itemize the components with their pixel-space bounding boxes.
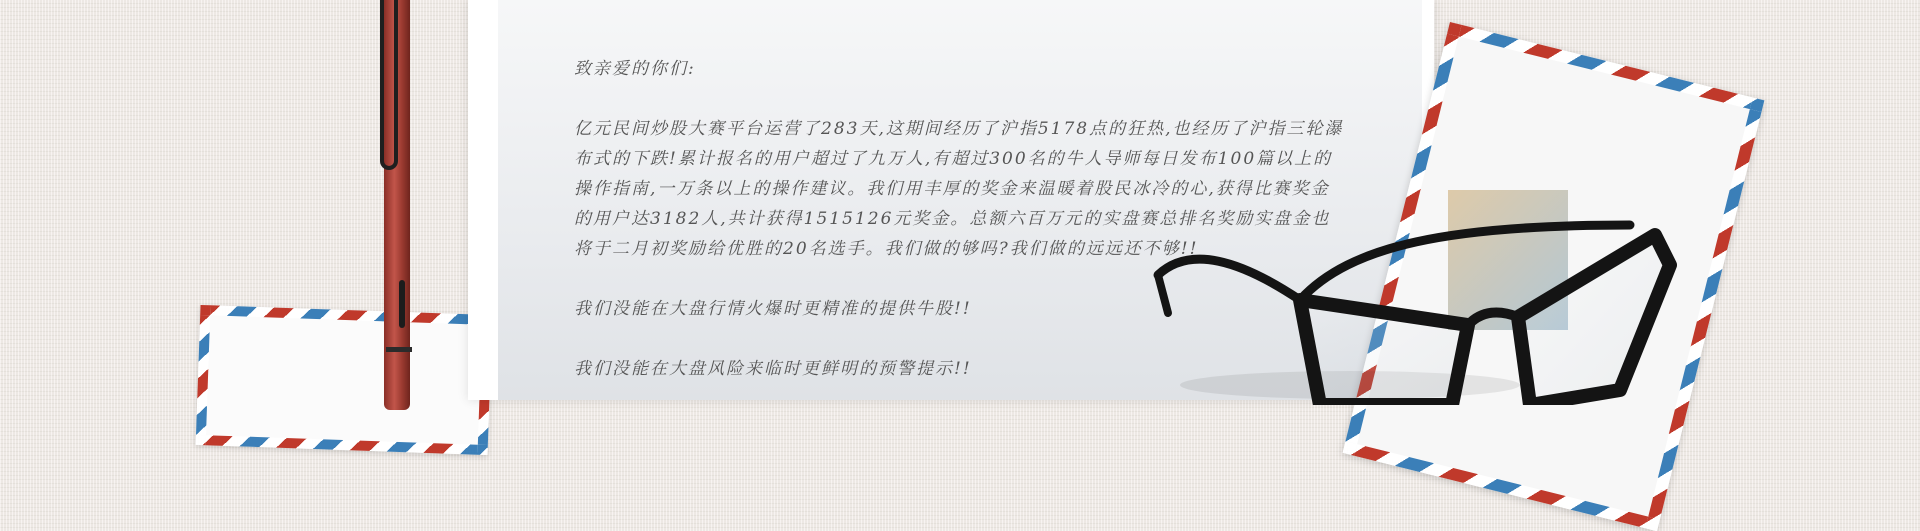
letter-line-risk-warning: 我们没能在大盘风险来临时更鲜明的预警提示!!: [574, 359, 972, 379]
letter-greeting: 致亲爱的你们:: [574, 59, 696, 79]
letter-body: 亿元民间炒股大赛平台运营了283天,这期间经历了沪指5178点的狂热,也经历了沪指三轮瀑布式的下跌!累计报名的用户超过了九万人,有超过300名的牛人导师每日发布100篇以上的操作指南,一万条以上的操作建议。我们用丰厚的奖金来温暖着股民冰冷的心,获得比赛奖金的用户达3182人,共计获得1515126元奖金。总额六百万元的实盘赛总排名奖励实盘金也将于二月初奖励给优胜的20名选手。我们做的够吗?我们做的远远还不够!!: [574, 119, 1344, 259]
pen-ink-window: [399, 280, 405, 328]
letter-line-bull-stocks: 我们没能在大盘行情火爆时更精准的提供牛股!!: [574, 299, 972, 319]
eyeglasses-icon: [1150, 205, 1690, 405]
pen-clip: [380, 0, 398, 170]
pen-band: [386, 347, 412, 352]
airmail-envelope-left: [196, 305, 493, 455]
